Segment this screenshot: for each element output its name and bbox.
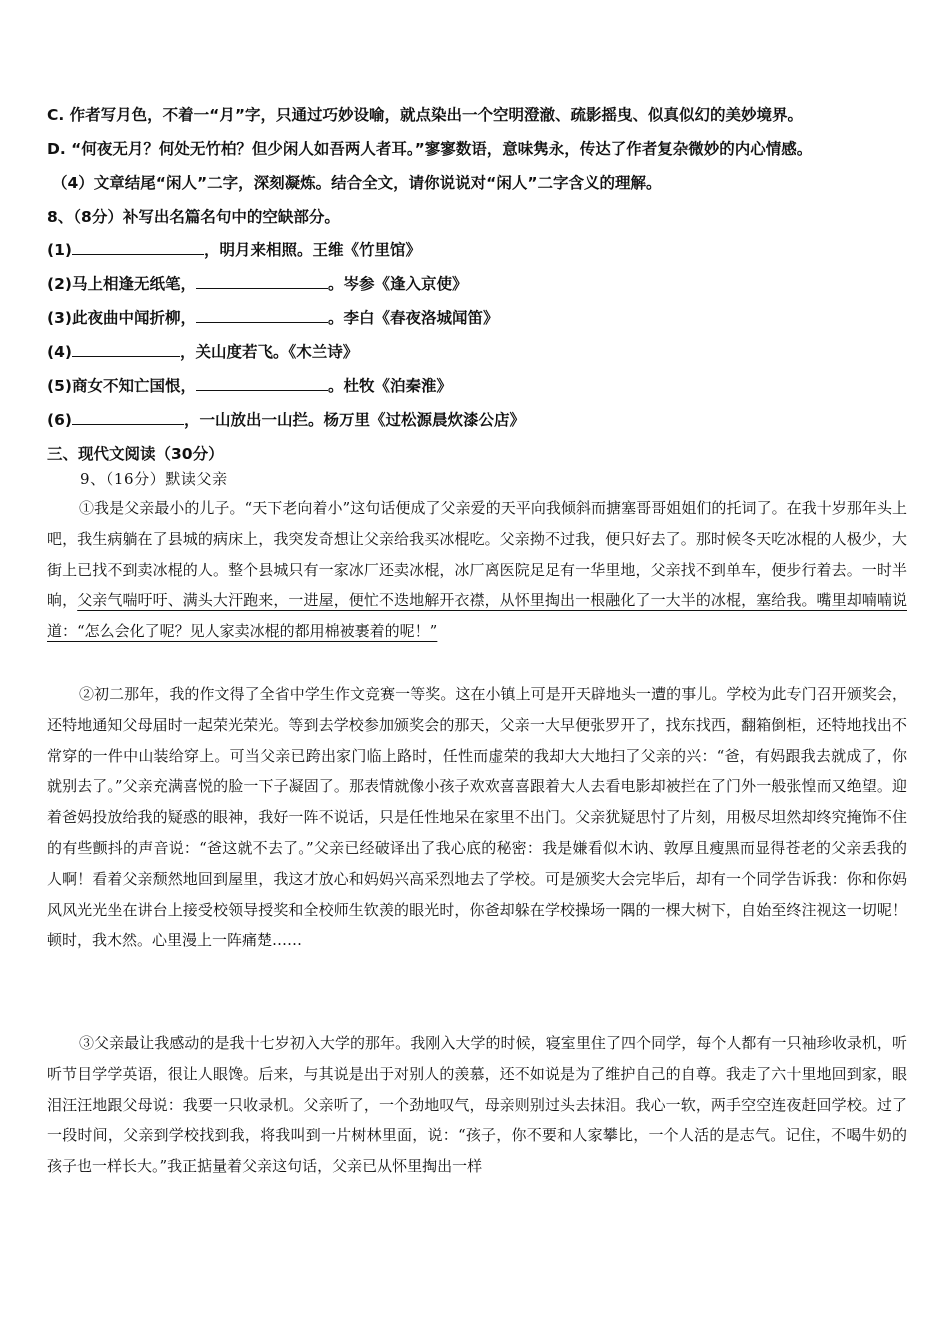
item-number: (1) (47, 241, 72, 259)
answer-blank[interactable] (196, 375, 328, 392)
fill-item-6 (47, 408, 525, 430)
answer-blank[interactable] (196, 273, 328, 290)
item-text: 此夜曲中闻折柳， (71, 309, 196, 327)
item-number: (4) (47, 343, 72, 361)
option-c: C. 作者写月色，不着一“月”字，只通过巧妙设喻，就点染出一个空明澄澈、疏影摇曳、似真似幻的美妙境界。 (47, 106, 804, 124)
fill-item-4 (47, 340, 358, 362)
item-text: 。李白《春夜洛城闻笛》 (327, 309, 499, 327)
item-text: 商女不知亡国恨， (71, 377, 196, 395)
item-number: (5) (47, 377, 72, 395)
answer-blank[interactable] (72, 409, 184, 426)
answer-blank[interactable] (72, 341, 180, 358)
item-text: ，明月来相照。王维《竹里馆》 (203, 241, 421, 259)
underlined-sentence: 父亲气喘吁吁、满头大汗跑来，一进屋，便忙不迭地解开衣襟，从怀里掏出一根融化了一大半的冰棍，塞给我。嘴里却喃喃说道：“怎么会化了呢？见人家卖冰棍的都用棉被裹着的呢！” (47, 591, 907, 641)
item-number: (2) (47, 275, 72, 293)
fill-item-3 (47, 306, 498, 328)
item-text: 。岑参《逢入京使》 (327, 275, 468, 293)
sub-question-4: （4）文章结尾“闲人”二字，深刻凝炼。结合全文，请你说说对“闲人”二字含义的理解。 (52, 174, 662, 192)
question-9-title: 9、（16分）默读父亲 (80, 470, 228, 488)
answer-blank[interactable] (196, 307, 328, 324)
item-text: ，关山度若飞。《木兰诗》 (179, 343, 359, 361)
option-d: D. “何夜无月？何处无竹柏？但少闲人如吾两人者耳。”寥寥数语，意味隽永，传达了作者复杂微妙的内心情感。 (47, 140, 813, 158)
item-text: ，一山放出一山拦。杨万里《过松源晨炊漆公店》 (183, 411, 525, 429)
fill-item-2 (47, 272, 467, 294)
item-text: 。杜牧《泊秦淮》 (327, 377, 452, 395)
fill-item-1 (47, 238, 421, 260)
fill-item-5 (47, 374, 452, 396)
section-3-title: 三、现代文阅读（30分） (47, 445, 224, 463)
passage-paragraph-2: ②初二那年，我的作文得了全省中学生作文竞赛一等奖。这在小镇上可是开天辟地头一遭的事儿。学校为此专门召开颁奖会，还特地通知父母届时一起荣光荣光。等到去学校参加颁奖会的那天，父亲一大早便张罗开了，找东找西，翻箱倒柜，还特地找出不常穿的一件中山装给穿上。可当父亲已跨出家门临上路时，任性而虚荣的我却大大地扫了父亲的兴：“爸，有妈跟我去就成了，你就别去了。”父亲充满喜悦的脸一下子凝固了。那表情就像小孩子欢欢喜喜跟着大人去看电影却被拦在了门外一般张惶而又绝望。迎着爸妈投放给我的疑惑的眼神，我好一阵不说话，只是任性地呆在家里不出门。父亲犹疑思忖了片刻，用极尽坦然却终究掩饰不住的有些颤抖的声音说：“爸这就不去了。”父亲已经破译出了我心底的秘密：我是嫌看似木讷、敦厚且瘦黑而显得苍老的父亲丢我的人啊！看着父亲颓然地回到屋里，我这才放心和妈妈兴高采烈地去了学校。可是颁奖大会完毕后，却有一个同学告诉我：你和你妈风风光光坐在讲台上接受校领导授奖和全校师生钦羡的眼光时，你爸却躲在学校操场一隅的一棵大树下，自始至终注视这一切呢！顿时，我木然。心里漫上一阵痛楚…… (47, 685, 907, 950)
answer-blank[interactable] (72, 239, 204, 256)
passage-paragraph-3: ③父亲最让我感动的是我十七岁初入大学的那年。我刚入大学的时候，寝室里住了四个同学，每个人都有一只袖珍收录机，听听节目学学英语，很让人眼馋。后来，与其说是出于对别人的羡慕，还不如说是为了维护自己的自尊。我走了六十里地回到家，眼泪汪汪地跟父母说：我要一只收录机。父亲听了，一个劲地叹气，母亲则别过头去抹泪。我心一软，两手空空连夜赶回学校。过了一段时间，父亲到学校找到我，将我叫到一片树林里面，说：“孩子，你不要和人家攀比，一个人活的是志气。记住，不喝牛奶的孩子也一样长大。”我正掂量着父亲这句话，父亲已从怀里掏出一样 (47, 1034, 907, 1176)
passage-paragraph-1 (47, 493, 907, 647)
paragraph-text: ①我是父亲最小的儿子。“天下老向着小”这句话便成了父亲爱的天平向我倾斜而搪塞哥哥姐姐们的托词了。在我十岁那年头上吧，我生病躺在了县城的病床上，我突发奇想让父亲给我买冰棍吃。父亲拗不过我，便只好去了。那时候冬天吃冰棍的人极少，大街上已找不到卖冰棍的人。整个县城只有一家冰厂还卖冰棍，冰厂离医院足足有一华里地，父亲找不到单车，便步行着去。一时半晌， (47, 499, 907, 610)
item-number: (3) (47, 309, 72, 327)
item-text: 马上相逢无纸笔， (71, 275, 196, 293)
question-8-title: 8、（8分）补写出名篇名句中的空缺部分。 (47, 208, 340, 226)
item-number: (6) (47, 411, 72, 429)
